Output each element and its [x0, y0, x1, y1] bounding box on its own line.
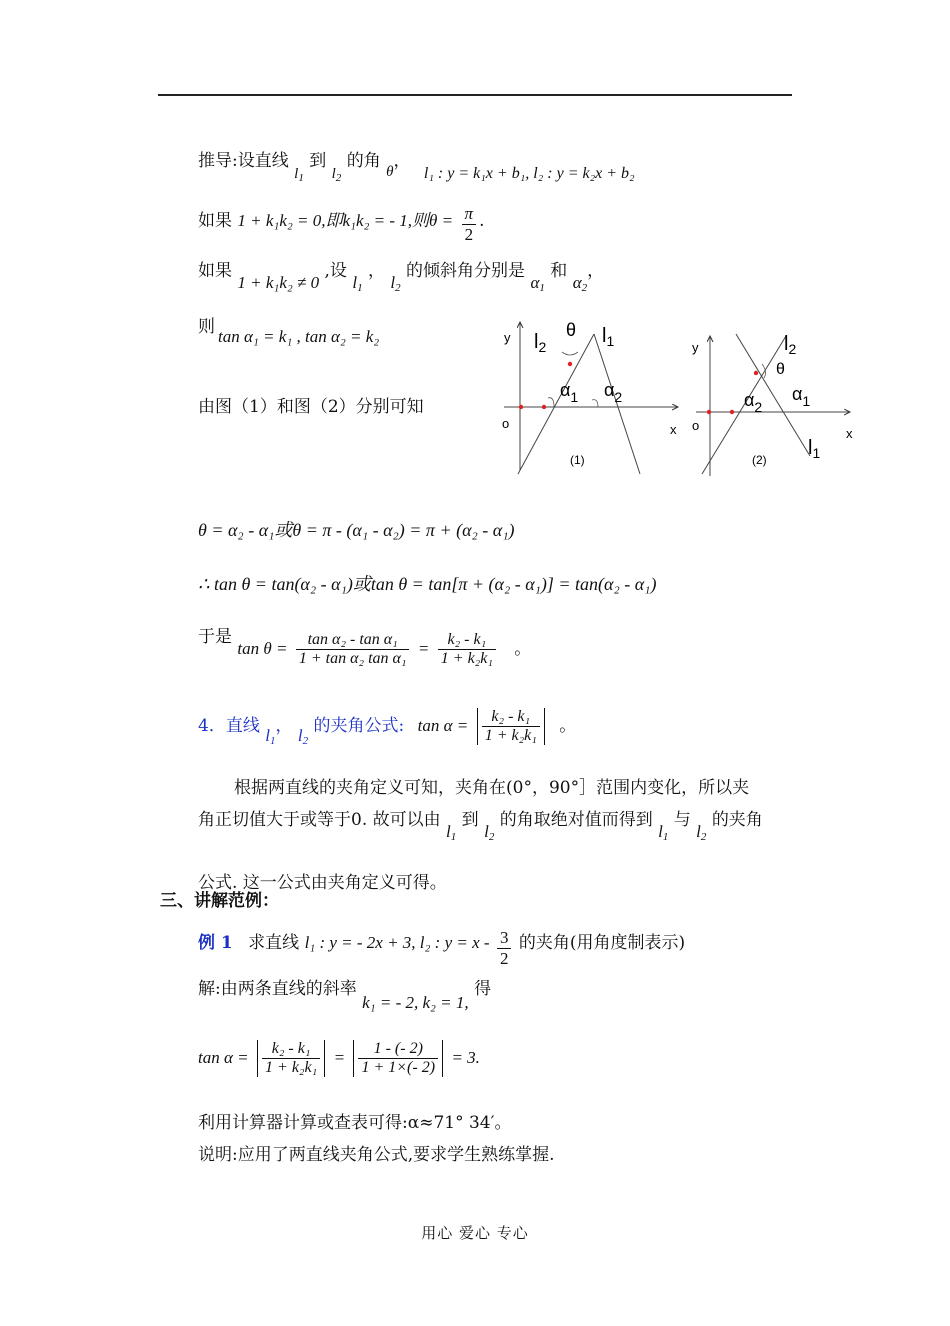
fig1-x-label: x: [670, 422, 677, 437]
fig2-origin-label: o: [692, 418, 700, 433]
alpha2-arc: [592, 400, 598, 407]
header-rule: [158, 94, 792, 96]
example-1-solution: 解:由两条直线的斜率 k₁ = - 2, k₂ = 1, 得: [198, 979, 492, 1012]
fig2-caption: (2): [752, 453, 767, 467]
fig1-theta-label: θ: [566, 320, 577, 340]
fig1-y-label: y: [504, 330, 511, 345]
page-footer: 用心 爱心 专心: [421, 1224, 529, 1242]
example-1-calculation: tan α = $\frac{\text{k₂ - k₁}}{\text{1 + k₂k₁}}$ = $\frac{1 - (- 2)}{1 + 1\times(- 2)}$ = 3.: [198, 1040, 480, 1076]
intersection-point: [754, 371, 758, 375]
theta-arc: [562, 352, 578, 355]
figure-1: [490, 318, 690, 478]
fig1-origin-label: o: [502, 416, 510, 431]
derivation-line-1: 推导:设直线 $l_1$ 到 $l_2$ 的角 θ， l₁ : y = k₁x + b₁, l₂ : y = k₂x + b₂: [198, 151, 635, 184]
fig1-l2-label: $l_2$: [534, 331, 547, 355]
example-1-statement: 例 1 求直线 l₁ : y = - 2x + 3, l₂ : y = x - $\frac{3}{2}$ 的夹角(用角度制表示): [198, 928, 686, 968]
example-1-note: 说明:应用了两直线夹角公式,要求学生熟练掌握.: [198, 1145, 555, 1165]
tan-theta-formula: 于是 tan θ = $\frac{\text{tan α₂ - tan α₁}}{\text{1 + tan α₂ tan α₁}}$ = $\frac{\text{k₂ - k₁}}{\text{1 + k₂k₁}}$ 。: [198, 627, 532, 667]
derivation-case-1: 如果 1 + k₁k₂ = 0,即k₁k₂ = - 1,则θ = $\frac{\pi}{2}$ .: [198, 204, 485, 244]
fig2-l1-label: $l_1$: [808, 437, 821, 461]
derivation-case-2: 如果 1 + k₁k₂ ≠ 0 ,设 $l_1$ ， $l_2$ 的倾斜角分别是 $\alpha_1$ 和 $\alpha_2$，: [198, 261, 605, 294]
fig1-alpha2-label: $\alpha_2$: [604, 380, 623, 405]
fig1-l1-label: $l_1$: [602, 325, 615, 349]
fig2-l2-label: $l_2$: [784, 333, 797, 357]
theta-arc: [762, 364, 766, 378]
section-4-title: 4．直线 $l_1$， $l_2$ 的夹角公式: tan α = $\frac{\text{k₂ - k₁}}{\text{1 + k₂k₁}}$ 。: [198, 708, 577, 747]
from-figure-text: 由图（1）和图（2）分别可知: [198, 397, 424, 417]
l2-x-intercept: [542, 405, 546, 409]
fig2-alpha2-label: $\alpha_2$: [744, 390, 763, 415]
fig1-alpha1-label: $\alpha_1$: [560, 380, 579, 405]
alpha1-arc: [548, 398, 554, 407]
theta-equation: θ = α₂ - α₁或θ = π - (α₁ - α₂) = π + (α₂ - α₁): [198, 520, 515, 540]
line-equations: l₁ : y = k₁x + b₁, l₂ : y = k₂x + b₂: [423, 165, 635, 182]
fig2-theta-label: θ: [776, 361, 785, 378]
intersection-point: [568, 362, 572, 366]
figure-2: [688, 330, 860, 480]
fig1-caption: (1): [570, 453, 585, 467]
derivation-then: 则 tan α₁ = k₁ , tan α₂ = k₂: [198, 317, 380, 346]
example-1-result: 利用计算器计算或查表可得:α≈71° 34′。: [198, 1113, 512, 1133]
fig2-alpha1-label: $\alpha_1$: [792, 384, 811, 409]
l2-x-intercept: [730, 410, 734, 414]
fig2-y-label: y: [692, 340, 699, 355]
section-4-paragraph: 根据两直线的夹角定义可知，夹角在(0°，90°］范围内变化，所以夹 角正切值大于或等于0. 故可以由 $l_1$ 到 $l_2$ 的角取绝对值而得到 $l_1$ 与 $l_2$ 的夹角 公式. 这一公式由夹角定义可得。: [198, 778, 763, 893]
section-3-heading: 三、讲解范例：: [160, 891, 279, 911]
origin-point: [707, 410, 711, 414]
fig2-x-label: x: [846, 426, 853, 441]
origin-point: [519, 405, 523, 409]
tan-theta-equation: ∴ tan θ = tan(α₂ - α₁)或tan θ = tan[π + (α₂ - α₁)] = tan(α₂ - α₁): [198, 574, 657, 594]
